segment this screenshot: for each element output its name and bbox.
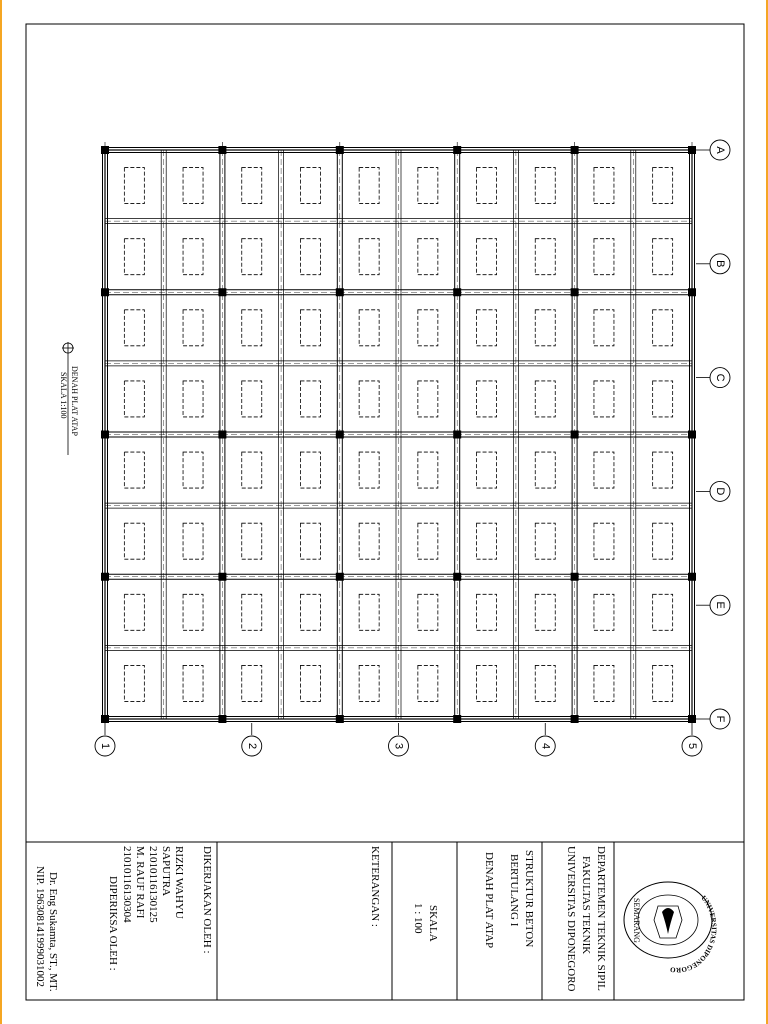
slab-panel-mark <box>594 665 614 701</box>
slab-panel-mark <box>242 381 262 417</box>
column-node <box>218 573 226 581</box>
slab-panel-mark <box>242 168 262 204</box>
institution-line-2: FAKULTAS TEKNIK <box>580 856 592 955</box>
slab-panel-mark <box>418 168 438 204</box>
logo-arc-text: UNIVERSITAS DIPONEGORO <box>669 894 718 974</box>
slab-panel-mark <box>300 168 320 204</box>
column-node <box>336 715 344 723</box>
drawing-caption <box>59 342 79 455</box>
column-node <box>336 146 344 154</box>
slab-panel-mark <box>300 452 320 488</box>
slab-panel-mark <box>418 381 438 417</box>
column-node <box>336 288 344 296</box>
grid-label-b: B <box>714 260 726 268</box>
grid-label-e: E <box>714 601 726 609</box>
slab-panel-mark <box>418 594 438 630</box>
slab-panel-mark <box>477 239 497 275</box>
course-line-2: BERTULANG I <box>508 854 520 927</box>
slab-panel-mark <box>653 452 673 488</box>
column-node <box>688 288 696 296</box>
slab-panel-mark <box>359 381 379 417</box>
grid-label-c: C <box>714 373 726 382</box>
column-node <box>336 431 344 439</box>
checker-name: Dr. Eng Sukamta, ST., MT. <box>47 872 59 992</box>
slab-panel-mark <box>477 594 497 630</box>
column-node <box>218 146 226 154</box>
slab-panel-mark <box>535 665 555 701</box>
slab-panel-mark <box>359 310 379 346</box>
roof-slab-plan <box>2 0 730 756</box>
slab-panel-mark <box>183 381 203 417</box>
column-node <box>688 715 696 723</box>
slab-panel-mark <box>359 168 379 204</box>
slab-panel-mark <box>594 452 614 488</box>
grid-label-5: 5 <box>686 742 698 750</box>
slab-panel-mark <box>183 452 203 488</box>
slab-panel-mark <box>183 168 203 204</box>
slab-panel-mark <box>653 665 673 701</box>
column-node <box>571 288 579 296</box>
institution-line-1: DEPARTEMEN TEKNIK SIPIL <box>595 846 607 991</box>
slab-panel-mark <box>477 665 497 701</box>
column-node <box>101 146 109 154</box>
slab-panel-mark <box>300 665 320 701</box>
slab-panel-mark <box>535 310 555 346</box>
slab-panel-mark <box>242 594 262 630</box>
slab-panel-mark <box>242 310 262 346</box>
checker-nip: NIP. 196308141999031002 <box>34 866 46 988</box>
grid-label-4: 4 <box>539 742 552 750</box>
slab-panel-mark <box>594 168 614 204</box>
grid-label-a: A <box>714 146 726 154</box>
institution-line-3: UNIVERSITAS DIPONEGORO <box>565 846 577 992</box>
checked-by-label: DIPERIKSA OLEH : <box>107 876 119 971</box>
made-by-line-4: M. RAUF RAFI <box>134 846 146 919</box>
slab-panel-mark <box>535 452 555 488</box>
grid-label-2: 2 <box>245 742 258 750</box>
slab-panel-mark <box>535 523 555 559</box>
slab-panel-mark <box>242 239 262 275</box>
column-node <box>101 431 109 439</box>
slab-panel-mark <box>242 665 262 701</box>
slab-panel-mark <box>124 168 144 204</box>
grid-label-d: D <box>714 487 726 496</box>
column-node <box>453 288 461 296</box>
slab-panel-mark <box>300 523 320 559</box>
made-by-line-3: 21010116130125 <box>147 846 159 923</box>
column-node <box>218 431 226 439</box>
slab-panel-mark <box>418 665 438 701</box>
slab-panel-mark <box>300 381 320 417</box>
slab-panel-mark <box>124 523 144 559</box>
slab-panel-mark <box>124 381 144 417</box>
slab-panel-mark <box>183 665 203 701</box>
slab-panel-mark <box>653 168 673 204</box>
course-line-1: STRUKTUR BETON <box>523 850 535 948</box>
column-node <box>453 146 461 154</box>
column-node <box>101 288 109 296</box>
slab-panel-mark <box>653 594 673 630</box>
slab-panel-mark <box>535 168 555 204</box>
slab-panel-mark <box>359 523 379 559</box>
column-node <box>688 431 696 439</box>
slab-panel-mark <box>653 381 673 417</box>
column-node <box>688 573 696 581</box>
university-logo <box>624 882 718 974</box>
logo-city-text: SEMARANG <box>632 898 641 943</box>
structural-drawing <box>2 0 768 1024</box>
slab-panel-mark <box>594 381 614 417</box>
drawing-name: DENAH PLAT ATAP <box>483 852 495 949</box>
slab-panel-mark <box>477 523 497 559</box>
slab-panel-mark <box>183 594 203 630</box>
slab-panel-mark <box>594 523 614 559</box>
scale-value: 1 : 100 <box>412 903 424 934</box>
slab-panel-mark <box>418 523 438 559</box>
column-node <box>101 715 109 723</box>
slab-panel-mark <box>653 523 673 559</box>
slab-panel-mark <box>300 310 320 346</box>
notes-label: KETERANGAN : <box>369 846 381 927</box>
column-node <box>571 146 579 154</box>
slab-panel-mark <box>477 168 497 204</box>
slab-panel-mark <box>359 665 379 701</box>
column-node <box>218 288 226 296</box>
slab-panel-mark <box>535 239 555 275</box>
slab-panel-mark <box>183 523 203 559</box>
slab-panel-mark <box>183 239 203 275</box>
column-node <box>101 573 109 581</box>
caption-scale: SKALA 1:100 <box>59 372 68 419</box>
slab-panel-mark <box>124 665 144 701</box>
column-node <box>688 146 696 154</box>
made-by-line-5: 21010116130304 <box>121 846 133 923</box>
slab-panel-mark <box>535 381 555 417</box>
slab-panel-mark <box>242 452 262 488</box>
slab-panel-mark <box>418 310 438 346</box>
column-node <box>218 715 226 723</box>
slab-panel-mark <box>418 239 438 275</box>
slab-panel-mark <box>124 452 144 488</box>
slab-panel-mark <box>300 239 320 275</box>
slab-panel-mark <box>477 310 497 346</box>
made-by-line-2: SAPUTRA <box>160 846 172 897</box>
grid-label-3: 3 <box>392 742 405 750</box>
slab-panel-mark <box>124 239 144 275</box>
slab-panel-mark <box>359 239 379 275</box>
slab-panel-mark <box>477 452 497 488</box>
slab-panel-mark <box>594 239 614 275</box>
column-node <box>453 573 461 581</box>
column-node <box>453 431 461 439</box>
scale-label: SKALA <box>427 905 439 942</box>
slab-panel-mark <box>418 452 438 488</box>
slab-panel-mark <box>594 310 614 346</box>
slab-panel-mark <box>242 523 262 559</box>
grid-label-1: 1 <box>99 742 111 750</box>
column-node <box>336 573 344 581</box>
slab-panel-mark <box>653 310 673 346</box>
slab-panel-mark <box>535 594 555 630</box>
slab-panel-mark <box>300 594 320 630</box>
title-block <box>34 846 607 992</box>
grid-label-f: F <box>714 715 726 723</box>
caption-title: DENAH PLAT ATAP <box>70 366 79 436</box>
slab-panel-mark <box>359 594 379 630</box>
column-node <box>571 431 579 439</box>
slab-panel-mark <box>477 381 497 417</box>
slab-panel-mark <box>653 239 673 275</box>
slab-panel-mark <box>183 310 203 346</box>
column-node <box>571 715 579 723</box>
column-node <box>453 715 461 723</box>
logo-flame-icon <box>662 908 674 934</box>
slab-panel-mark <box>124 594 144 630</box>
column-node <box>571 573 579 581</box>
made-by-label: DIKERJAKAN OLEH : <box>201 846 213 954</box>
slab-panel-mark <box>594 594 614 630</box>
slab-panel-mark <box>359 452 379 488</box>
slab-panel-mark <box>124 310 144 346</box>
made-by-line-1: RIZKI WAHYU <box>173 846 185 919</box>
